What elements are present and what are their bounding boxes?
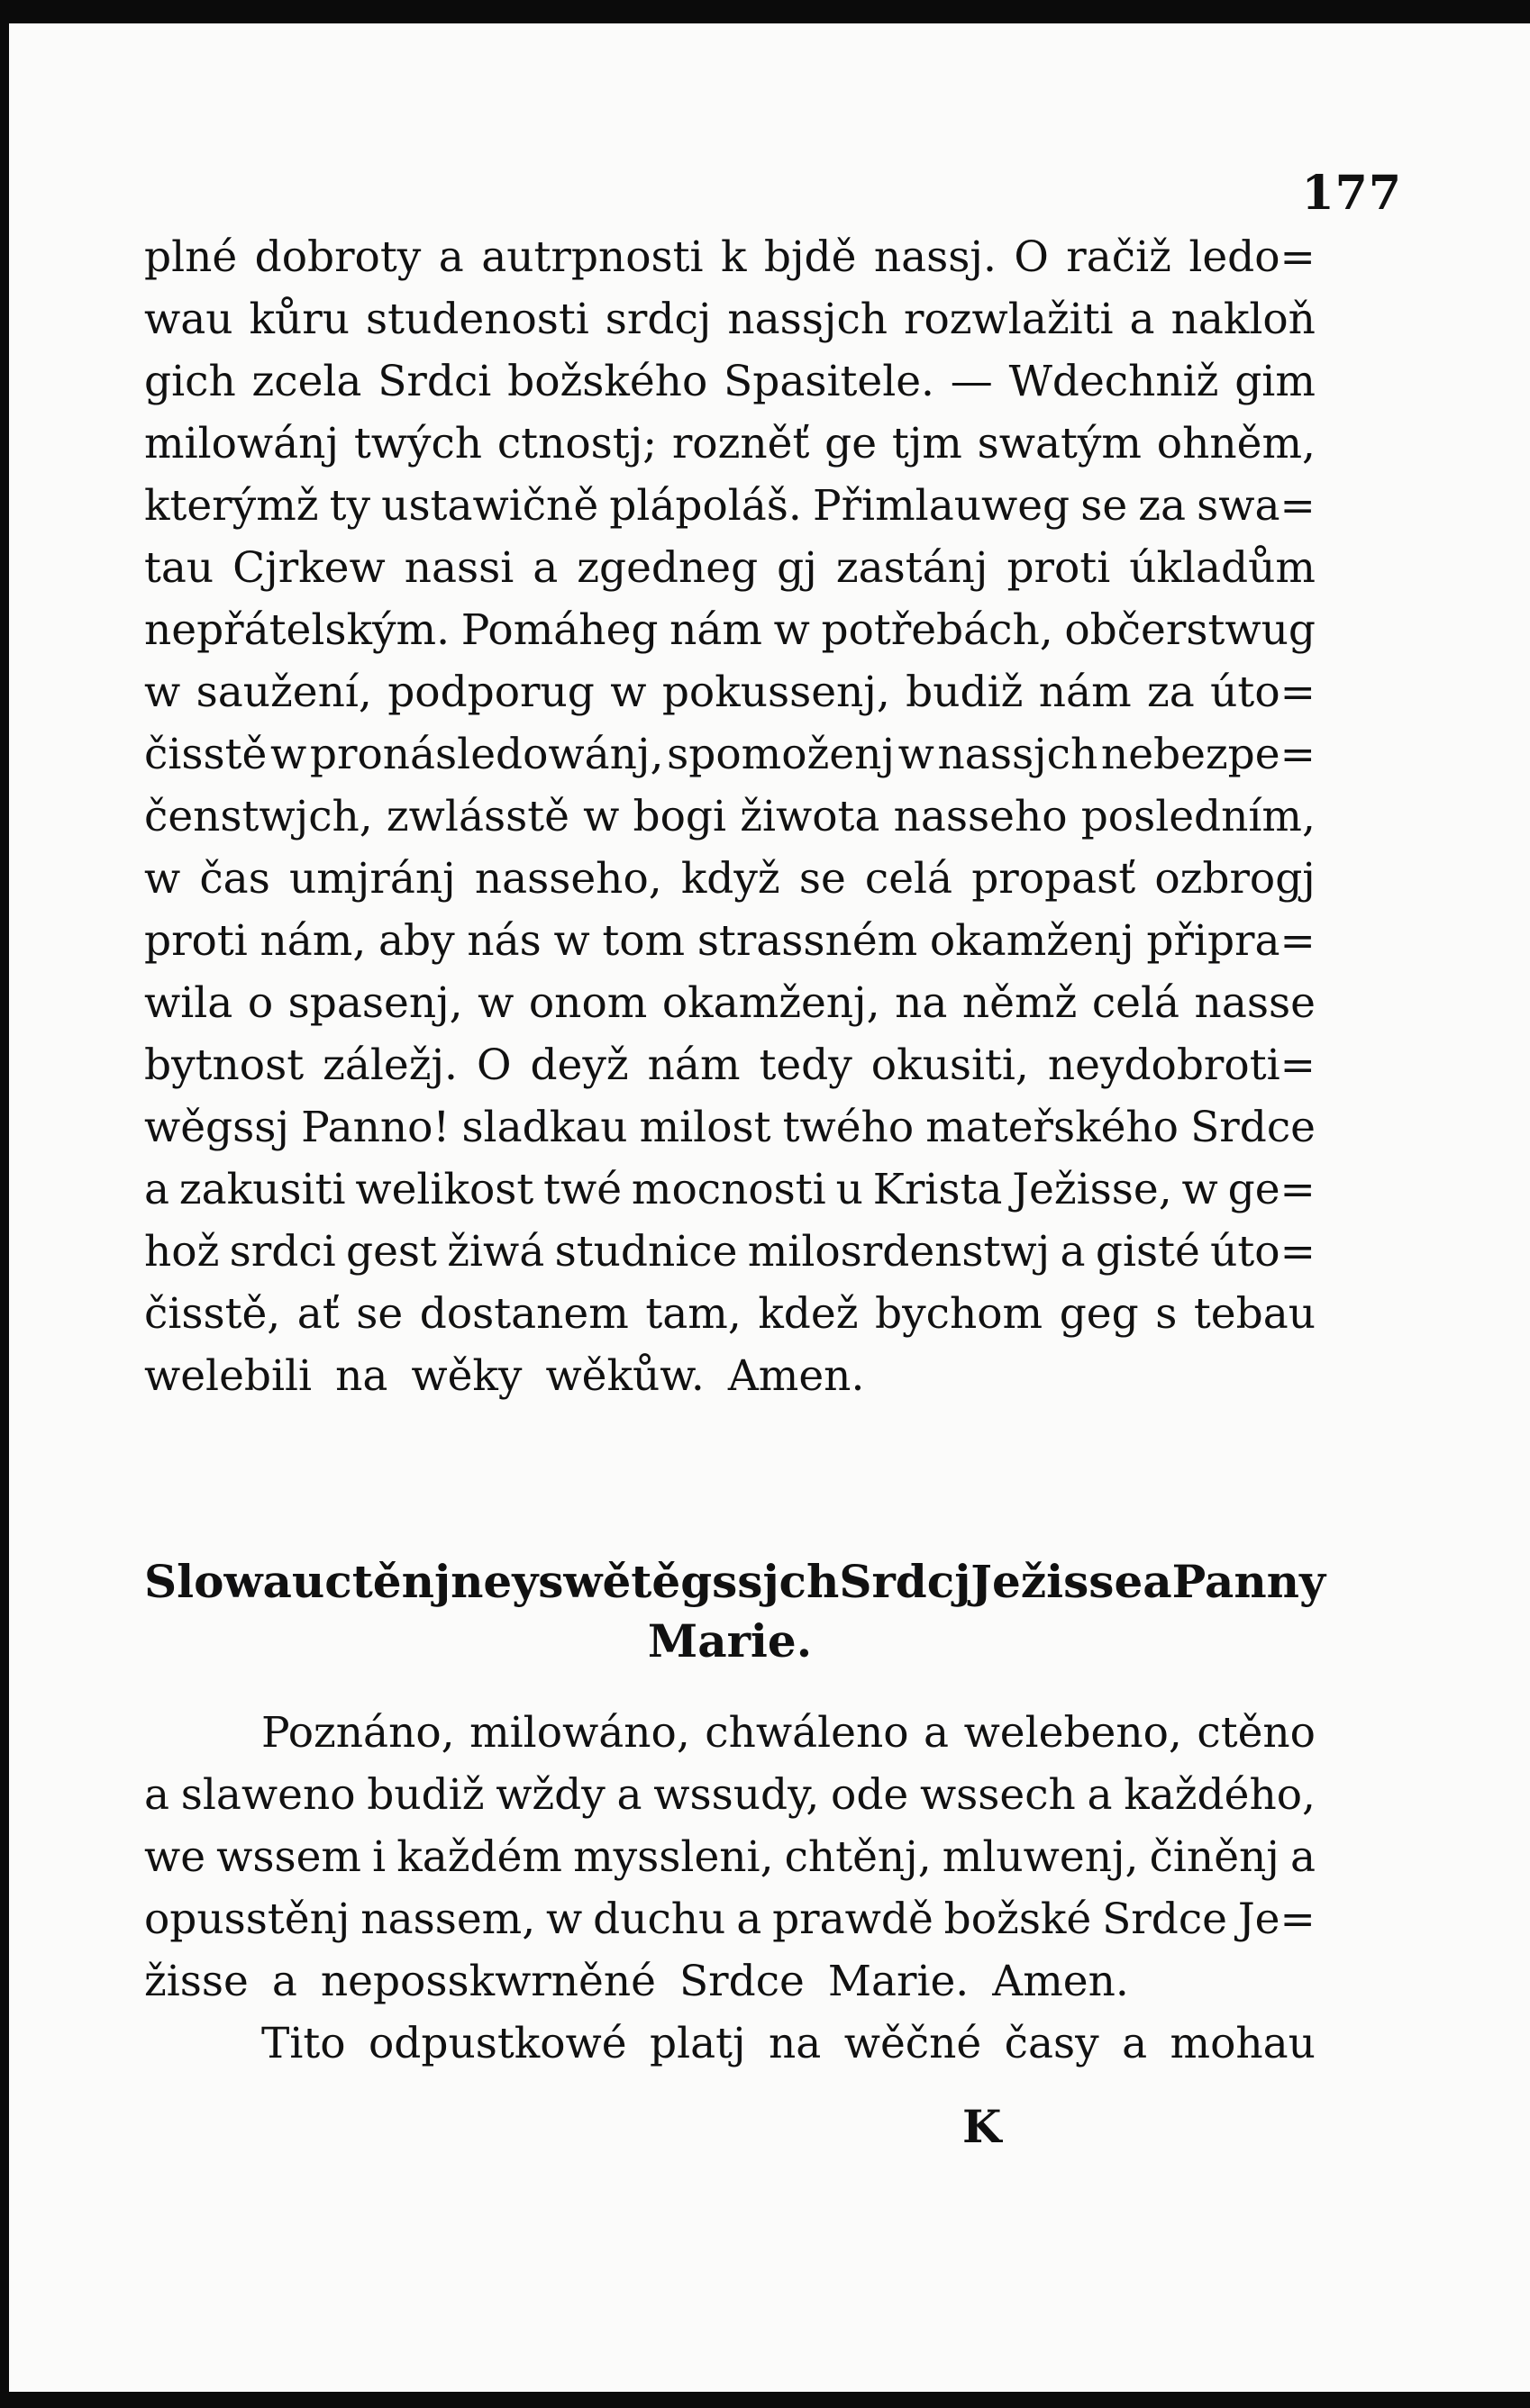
word: Srdce (1102, 1895, 1227, 1944)
paragraph-veneration (144, 1708, 1316, 2019)
text-line (144, 419, 1316, 481)
word: neposskwrněné (320, 1957, 656, 2006)
word: onom (528, 978, 648, 1028)
word: každém (396, 1832, 562, 1882)
word: a (1129, 295, 1155, 344)
word: w (1181, 1165, 1218, 1214)
word: a (144, 1770, 170, 1820)
word: welikost (355, 1165, 534, 1214)
word: kterýmž (144, 481, 319, 531)
word: bjdě (763, 232, 857, 282)
word: gj (777, 543, 817, 593)
word: swa= (1197, 481, 1316, 531)
word: aby (378, 916, 455, 966)
heading-word: Marie. (647, 1614, 813, 1667)
word: u (835, 1165, 863, 1214)
word: wěgssj (144, 1103, 289, 1152)
word: gim (1234, 357, 1316, 406)
text-line (144, 232, 1316, 295)
word: na (769, 2019, 822, 2068)
word: a (438, 232, 464, 282)
word: — (950, 357, 993, 406)
word: celá (864, 854, 953, 904)
word: Amen. (727, 1351, 865, 1401)
word: wssech (919, 1770, 1076, 1820)
word: Ježisse, (1012, 1165, 1172, 1214)
word: zwlásstě (386, 792, 569, 841)
word: mateřského (925, 1103, 1179, 1152)
word: rozněť (671, 419, 810, 468)
section-heading (144, 1555, 1326, 1674)
word: nebezpe= (1100, 730, 1316, 779)
word: bychom (875, 1289, 1043, 1339)
word: chwáleno (705, 1708, 909, 1758)
heading-word: Ježisse (970, 1555, 1143, 1608)
word: budiž (367, 1770, 485, 1820)
text-line (144, 357, 1316, 419)
word: proti (1006, 543, 1111, 593)
text-line (144, 481, 1316, 543)
word: okamženj, (661, 978, 880, 1028)
word: gich (144, 357, 236, 406)
word: zakusiti (178, 1165, 346, 1214)
word: zcela (251, 357, 362, 406)
word: Poznáno, (261, 1708, 455, 1758)
word: O (476, 1040, 512, 1090)
text-line (144, 916, 1316, 978)
text-line (144, 295, 1316, 357)
word: nasse (1194, 978, 1316, 1028)
word: deyž (530, 1040, 629, 1090)
word: žisse (144, 1957, 249, 2006)
paragraph-prayer (144, 232, 1316, 1413)
word: Panno! (301, 1103, 451, 1152)
word: opusstěnj (144, 1895, 351, 1944)
word: wila (144, 978, 233, 1028)
word: nassi (404, 543, 515, 593)
word: dobroty (254, 232, 422, 282)
word: twých (353, 419, 483, 468)
word: podporug (387, 668, 595, 717)
text-line (144, 792, 1316, 854)
word: Wdechniž (1008, 357, 1219, 406)
word: ty (329, 481, 371, 531)
word: myssleni, (573, 1832, 774, 1882)
word: okamženj (929, 916, 1134, 966)
word: we (144, 1832, 206, 1882)
word: a (1087, 1770, 1113, 1820)
heading-word: Srdcj (839, 1555, 971, 1608)
word: twého (782, 1103, 915, 1152)
word: w (478, 978, 515, 1028)
heading-word: uctěnj (291, 1555, 451, 1608)
word: propasť (971, 854, 1136, 904)
word: i (372, 1832, 387, 1882)
word: prawdě (772, 1895, 933, 1944)
word: geg (1059, 1289, 1139, 1339)
text-line (144, 1165, 1316, 1227)
word: proti (144, 916, 248, 966)
word: a (736, 1895, 762, 1944)
word: k (720, 232, 747, 282)
word: celá (1091, 978, 1180, 1028)
word: žiwota (740, 792, 880, 841)
word: ohněm, (1156, 419, 1316, 468)
word: srdcj (605, 295, 712, 344)
word: a (1060, 1227, 1086, 1277)
word: se (798, 854, 846, 904)
word: nás (467, 916, 542, 966)
catchword: K (962, 2100, 1002, 2153)
word: potřebách, (821, 605, 1053, 655)
heading-word: a (1143, 1555, 1172, 1608)
word: Srdci (378, 357, 492, 406)
word: wau (144, 295, 233, 344)
word: spasenj, (287, 978, 463, 1028)
word: ctnostj; (496, 419, 658, 468)
word: umjránj (288, 854, 456, 904)
word: strassném (697, 916, 918, 966)
word: w (610, 668, 647, 717)
word: Srdce (1190, 1103, 1316, 1152)
word: neydobroti= (1047, 1040, 1316, 1090)
heading-word: Slowa (144, 1555, 292, 1608)
word: němž (961, 978, 1078, 1028)
heading-line-1 (144, 1555, 1326, 1614)
word: ge= (1227, 1165, 1316, 1214)
word: ledo= (1188, 232, 1316, 282)
word: božského (507, 357, 708, 406)
word: zastánj (835, 543, 988, 593)
word: Marie. (827, 1957, 970, 2006)
word: platj (650, 2019, 746, 2068)
text-line (144, 1351, 1316, 1413)
word: nassem, (360, 1895, 536, 1944)
word: nassjch (937, 730, 1098, 779)
word: Tito (261, 2019, 346, 2068)
word: ctěno (1197, 1708, 1316, 1758)
word: studnice (554, 1227, 738, 1277)
word: Spasitele. (724, 357, 934, 406)
heading-word: neyswětěgssjch (451, 1555, 840, 1608)
text-line (144, 978, 1316, 1040)
word: ustawičně (381, 481, 599, 531)
word: duchu (593, 1895, 726, 1944)
word: milowáno, (469, 1708, 690, 1758)
word: časy (1004, 2019, 1099, 2068)
word: wssudy, (653, 1770, 820, 1820)
word: ge (824, 419, 878, 468)
word: wěky (411, 1351, 523, 1401)
word: posledním, (1080, 792, 1316, 841)
word: čisstě, (144, 1289, 281, 1339)
heading-word: Panny (1171, 1555, 1326, 1608)
word: sladkau (461, 1103, 628, 1152)
word: račiž (1066, 232, 1171, 282)
word: autrpnosti (481, 232, 704, 282)
word: a (1289, 1832, 1316, 1882)
word: twé (543, 1165, 623, 1214)
word: ať (296, 1289, 340, 1339)
word: ozbrogj (1154, 854, 1316, 904)
word: nassjch (727, 295, 888, 344)
word: božské (943, 1895, 1092, 1944)
word: O (1014, 232, 1049, 282)
word: nasseho, (474, 854, 662, 904)
word: každého, (1124, 1770, 1316, 1820)
word: wěčné (843, 2019, 982, 2068)
text-line (144, 730, 1316, 792)
word: Pomáheg (460, 605, 659, 655)
word: w (897, 730, 934, 779)
word: pokussenj, (661, 668, 890, 717)
text-line (144, 1832, 1316, 1895)
word: slaweno (180, 1770, 356, 1820)
word: bytnost (144, 1040, 305, 1090)
word: dostanem (419, 1289, 629, 1339)
word: a (533, 543, 559, 593)
word: nasseho (893, 792, 1068, 841)
text-line (144, 854, 1316, 916)
word: tebau (1193, 1289, 1316, 1339)
word: saužení, (196, 668, 372, 717)
word: plné (144, 232, 238, 282)
word: hož (144, 1227, 220, 1277)
word: w (144, 854, 181, 904)
word: milosrdenstwj (747, 1227, 1051, 1277)
text-line (144, 605, 1316, 668)
word: bogi (633, 792, 727, 841)
word: Amen. (992, 1957, 1129, 2006)
text-line (144, 1289, 1316, 1351)
word: nakloň (1170, 295, 1316, 344)
word: úto= (1210, 1227, 1316, 1277)
word: Přimlauweg (812, 481, 1070, 531)
word: nassj. (873, 232, 997, 282)
word: čas (199, 854, 270, 904)
word: tedy (759, 1040, 852, 1090)
word: a (924, 1708, 950, 1758)
text-line (144, 1708, 1316, 1770)
word: připra= (1146, 916, 1316, 966)
word: welebeno, (963, 1708, 1182, 1758)
word: wssem (216, 1832, 361, 1882)
word: okusiti, (870, 1040, 1029, 1090)
word: rozwlažiti (904, 295, 1114, 344)
word: za (1147, 668, 1195, 717)
word: s (1155, 1289, 1178, 1339)
word: mohau (1170, 2019, 1316, 2068)
word: tom (602, 916, 686, 966)
word: nám, (260, 916, 367, 966)
word: tjm (891, 419, 962, 468)
word: občerstwug (1064, 605, 1316, 655)
word: kdež (758, 1289, 859, 1339)
word: činěnj (1149, 1832, 1280, 1882)
text-line (144, 1040, 1316, 1103)
word: wždy (496, 1770, 606, 1820)
word: na (335, 1351, 388, 1401)
word: w (773, 605, 810, 655)
word: chtěnj, (784, 1832, 932, 1882)
word: odpustkowé (369, 2019, 627, 2068)
word: nepřátelským. (144, 605, 451, 655)
word: zgedneg (577, 543, 759, 593)
word: tau (144, 543, 214, 593)
text-line (144, 1895, 1316, 1957)
word: plápoláš. (609, 481, 802, 531)
word: w (269, 730, 307, 779)
word: za (1138, 481, 1187, 531)
word: budiž (906, 668, 1024, 717)
word: mluwenj, (942, 1832, 1139, 1882)
word: tam, (645, 1289, 742, 1339)
word: srdci (229, 1227, 336, 1277)
word: w (583, 792, 620, 841)
word: studenosti (366, 295, 589, 344)
word: úkladům (1129, 543, 1316, 593)
word: čenstwjch, (144, 792, 373, 841)
word: a (616, 1770, 642, 1820)
word: milowánj (144, 419, 340, 468)
word: nám (669, 605, 762, 655)
word: spomoženj (667, 730, 895, 779)
text-line (144, 1957, 1316, 2019)
word: w (144, 668, 181, 717)
text-line (144, 668, 1316, 730)
word: gisté (1095, 1227, 1200, 1277)
word: o (247, 978, 274, 1028)
word: milost (639, 1103, 771, 1152)
word: welebili (144, 1351, 313, 1401)
word: swatým (977, 419, 1143, 468)
word: čisstě (144, 730, 268, 779)
word: se (356, 1289, 404, 1339)
text-line (144, 2019, 1316, 2081)
word: nám (1038, 668, 1132, 717)
heading-line-2 (144, 1614, 1316, 1674)
word: Je= (1237, 1895, 1316, 1944)
page-number: 177 (1301, 166, 1402, 221)
word: ode (831, 1770, 909, 1820)
word: úto= (1210, 668, 1316, 717)
word: a (144, 1165, 170, 1214)
word: žiwá (447, 1227, 545, 1277)
paragraph-indulgence (144, 2019, 1316, 2081)
word: se (1080, 481, 1128, 531)
word: mocnosti (631, 1165, 826, 1214)
word: w (546, 1895, 583, 1944)
word: w (553, 916, 590, 966)
word: kůru (249, 295, 351, 344)
word: a (1122, 2019, 1148, 2068)
text-line (144, 1227, 1316, 1289)
text-line (144, 1770, 1316, 1832)
word: gest (346, 1227, 437, 1277)
word: Cjrkew (232, 543, 386, 593)
text-line (144, 543, 1316, 605)
word: na (895, 978, 948, 1028)
word: když (680, 854, 780, 904)
word: záležj. (323, 1040, 458, 1090)
word: wěkůw. (545, 1351, 705, 1401)
word: a (271, 1957, 297, 2006)
word: pronásledowánj, (309, 730, 664, 779)
word: nám (647, 1040, 741, 1090)
word: Krista (872, 1165, 1003, 1214)
word: Srdce (678, 1957, 805, 2006)
text-line (144, 1103, 1316, 1165)
